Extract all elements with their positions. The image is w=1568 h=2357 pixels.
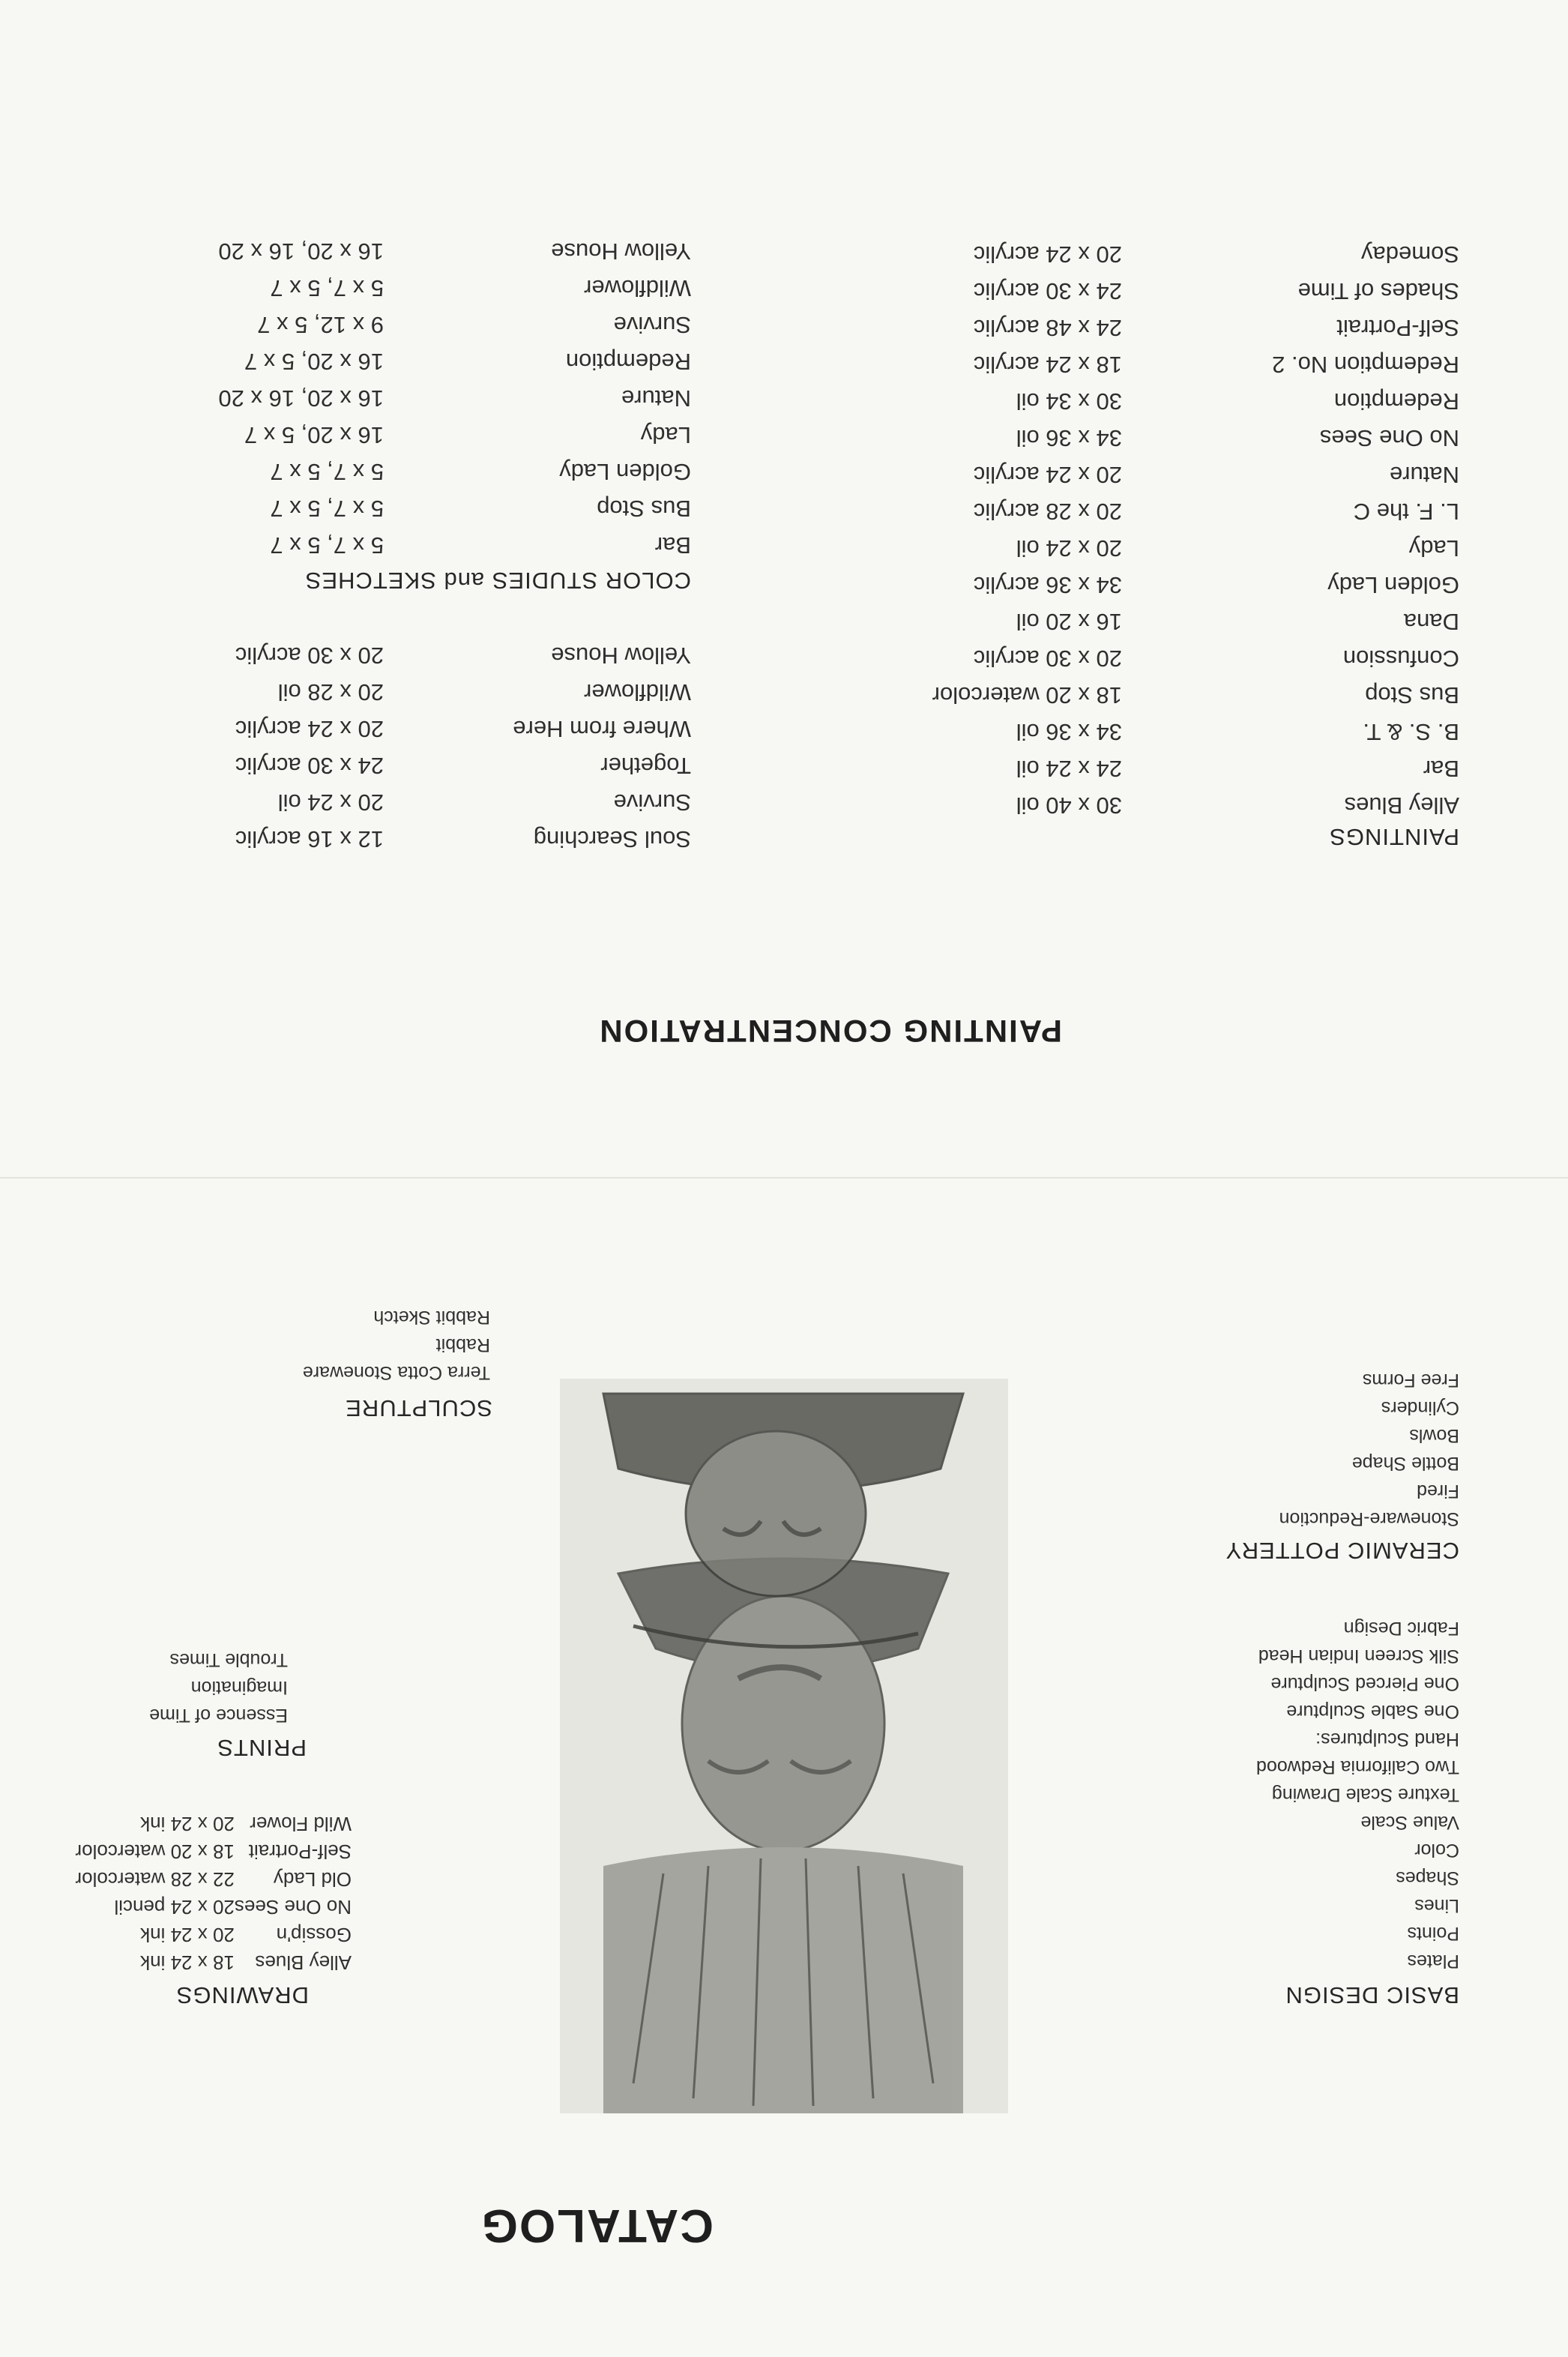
- table-row: [235, 784, 691, 821]
- table-row: [932, 714, 1459, 750]
- table-row: [235, 747, 691, 784]
- table-row: [218, 233, 691, 270]
- work-title: Redemption: [565, 349, 691, 376]
- table-row: [932, 236, 1459, 273]
- list-item: Rabbit: [435, 1334, 490, 1355]
- list-item: Cylinders: [1381, 1397, 1459, 1418]
- work-title: Self-Portrait: [1336, 315, 1459, 342]
- work-detail: 20 x 30 acrylic: [235, 642, 384, 669]
- table-row: [218, 270, 691, 307]
- work-detail: 34 x 36 oil: [1016, 425, 1122, 452]
- list-item: Essence of Time: [149, 1705, 288, 1726]
- list-item: Points: [1407, 1923, 1459, 1944]
- table-row: [932, 273, 1459, 310]
- paintings-more-table: [235, 637, 691, 858]
- table-row: [218, 343, 691, 380]
- table-row: [75, 1921, 352, 1948]
- work-title: Nature: [1389, 462, 1459, 489]
- work-detail: 5 x 7, 5 x 7: [270, 275, 384, 302]
- table-row: [235, 711, 691, 747]
- table-row: [218, 490, 691, 527]
- work-title: No One Sees: [234, 1896, 352, 1918]
- table-row: [932, 457, 1459, 493]
- table-row: [218, 380, 691, 417]
- work-detail: 18 x 20 watercolor: [932, 682, 1122, 709]
- ceramic-pottery-list: [1279, 1366, 1459, 1532]
- work-detail: 20 x 30 acrylic: [973, 645, 1122, 672]
- list-item: Fired: [1417, 1481, 1459, 1502]
- work-detail: 20 x 24 oil: [1016, 535, 1122, 562]
- list-item: Color: [1414, 1840, 1459, 1861]
- paintings-heading: PAINTINGS: [1329, 824, 1459, 850]
- work-detail: 20 x 28 acrylic: [973, 499, 1122, 526]
- work-title: Yellow House: [551, 238, 691, 265]
- work-title: Someday: [1361, 241, 1459, 268]
- table-row: [932, 383, 1459, 420]
- list-item: Free Forms: [1362, 1370, 1459, 1391]
- sculpture-heading: SCULPTURE: [345, 1395, 492, 1421]
- work-title: Redemption: [1333, 388, 1459, 415]
- work-detail: 24 x 30 acrylic: [235, 753, 384, 780]
- work-title: Alley Blues: [255, 1951, 352, 1974]
- table-row: [218, 527, 691, 564]
- work-title: Survive: [613, 789, 691, 816]
- work-detail: 18 x 24 ink: [140, 1951, 235, 1974]
- table-row: [932, 346, 1459, 383]
- list-item: One Pierced Sculpture: [1270, 1673, 1459, 1694]
- work-title: Together: [600, 753, 691, 780]
- work-title: Wild Flower: [250, 1813, 352, 1835]
- work-detail: 12 x 16 acrylic: [235, 826, 384, 853]
- work-title: Soul Searching: [533, 826, 691, 853]
- table-row: [75, 1948, 352, 1976]
- list-item: Shapes: [1396, 1867, 1459, 1888]
- work-detail: 22 x 28 watercolor: [75, 1868, 235, 1891]
- work-detail: 16 x 20, 5 x 7: [244, 422, 384, 449]
- list-item: Bowls: [1409, 1425, 1459, 1446]
- work-title: Alley Blues: [1344, 792, 1459, 819]
- work-title: Self-Portrait: [248, 1840, 352, 1863]
- work-title: Where from Here: [513, 716, 691, 743]
- work-title: Bar: [654, 532, 691, 559]
- work-title: Yellow House: [551, 642, 691, 669]
- list-item: Terra Cotta Stoneware: [302, 1362, 490, 1383]
- work-title: Redemption No. 2: [1272, 352, 1459, 379]
- work-title: Shades of Time: [1297, 278, 1459, 305]
- paintings-table: [932, 236, 1459, 824]
- table-row: [75, 1893, 352, 1921]
- table-row: [75, 1837, 352, 1865]
- list-item: Bottle Shape: [1351, 1453, 1459, 1474]
- work-detail: 34 x 36 acrylic: [973, 572, 1122, 599]
- work-detail: 30 x 34 oil: [1016, 388, 1122, 415]
- work-detail: 20 x 24 acrylic: [235, 716, 384, 743]
- table-row: [932, 420, 1459, 457]
- list-item: Rabbit Sketch: [373, 1307, 490, 1328]
- work-title: Bar: [1423, 756, 1459, 783]
- work-detail: 20 x 24 acrylic: [973, 462, 1122, 489]
- table-row: [235, 674, 691, 711]
- table-row: [235, 637, 691, 674]
- work-title: Survive: [613, 312, 691, 339]
- work-detail: 20 x 24 oil: [277, 789, 384, 816]
- list-item: One Sable Sculpture: [1286, 1701, 1459, 1722]
- basic-design-heading: BASIC DESIGN: [1285, 1982, 1459, 2008]
- work-detail: 5 x 7, 5 x 7: [270, 532, 384, 559]
- list-item: Fabric Design: [1343, 1618, 1459, 1639]
- work-detail: 16 x 20, 16 x 20: [218, 385, 384, 412]
- work-detail: 24 x 48 acrylic: [973, 315, 1122, 342]
- work-detail: 20 x 24 pencil: [114, 1896, 235, 1918]
- work-detail: 9 x 12, 5 x 7: [257, 312, 384, 339]
- work-detail: 16 x 20, 16 x 20: [218, 238, 384, 265]
- work-title: L. F. the C: [1353, 499, 1459, 526]
- list-item: Silk Screen Indian Head: [1258, 1646, 1459, 1667]
- table-row: [75, 1810, 352, 1837]
- work-title: Bus Stop: [1365, 682, 1459, 709]
- work-detail: 16 x 20, 5 x 7: [244, 349, 384, 376]
- work-detail: 5 x 7, 5 x 7: [270, 459, 384, 486]
- table-row: [218, 417, 691, 454]
- work-title: Golden Lady: [1327, 572, 1459, 599]
- drawings-table: [75, 1810, 352, 1976]
- portrait-image: [560, 1379, 1008, 2113]
- work-detail: 34 x 36 oil: [1016, 719, 1122, 746]
- work-title: Old Lady: [273, 1868, 352, 1891]
- work-title: Confussion: [1342, 645, 1459, 672]
- work-title: Golden Lady: [559, 459, 691, 486]
- work-detail: 16 x 20 oil: [1016, 609, 1122, 636]
- table-row: [932, 640, 1459, 677]
- ceramic-pottery-heading: CERAMIC POTTERY: [1225, 1538, 1459, 1564]
- work-title: Lady: [1408, 535, 1459, 562]
- fold-line: [0, 1177, 1568, 1178]
- work-detail: 20 x 24 ink: [140, 1924, 235, 1946]
- prints-heading: PRINTS: [217, 1735, 307, 1761]
- work-detail: 30 x 40 oil: [1016, 792, 1122, 819]
- work-detail: 20 x 24 ink: [140, 1813, 235, 1835]
- drawings-heading: DRAWINGS: [175, 1982, 309, 2008]
- work-detail: 20 x 28 oil: [277, 679, 384, 706]
- work-detail: 18 x 24 acrylic: [973, 352, 1122, 379]
- table-row: [932, 787, 1459, 824]
- list-item: Stoneware-Reduction: [1279, 1508, 1459, 1529]
- table-row: [75, 1865, 352, 1893]
- work-detail: 24 x 30 acrylic: [973, 278, 1122, 305]
- work-title: Wildflower: [584, 679, 691, 706]
- work-title: B. S. & T.: [1363, 719, 1459, 746]
- work-detail: 5 x 7, 5 x 7: [270, 496, 384, 523]
- table-row: [932, 310, 1459, 346]
- list-item: Imagination: [190, 1677, 288, 1698]
- basic-design-list: [1256, 1614, 1459, 1975]
- work-detail: 20 x 24 acrylic: [973, 241, 1122, 268]
- table-row: [235, 821, 691, 858]
- color-studies-heading: COLOR STUDIES and SKETCHES: [304, 568, 691, 594]
- table-row: [932, 567, 1459, 603]
- list-item: Texture Scale Drawing: [1271, 1784, 1459, 1805]
- work-title: Bus Stop: [597, 496, 691, 523]
- catalog-title: CATALOG: [480, 2200, 714, 2251]
- work-detail: 24 x 24 oil: [1016, 756, 1122, 783]
- work-title: Lady: [640, 422, 691, 449]
- list-item: Hand Sculptures:: [1315, 1729, 1459, 1750]
- list-item: Two California Redwood: [1256, 1757, 1459, 1777]
- list-item: Trouble Times: [169, 1649, 288, 1670]
- list-item: Lines: [1414, 1895, 1459, 1916]
- work-title: Dana: [1403, 609, 1459, 636]
- table-row: [932, 603, 1459, 640]
- work-detail: 18 x 20 watercolor: [75, 1840, 235, 1863]
- work-title: Wildflower: [584, 275, 691, 302]
- table-row: [932, 750, 1459, 787]
- table-row: [932, 493, 1459, 530]
- work-title: Nature: [621, 385, 691, 412]
- table-row: [932, 530, 1459, 567]
- table-row: [932, 677, 1459, 714]
- sculpture-list: [303, 1303, 490, 1386]
- work-title: Gossip'n: [276, 1924, 352, 1946]
- portrait-etching: [560, 1379, 1008, 2113]
- list-item: Value Scale: [1360, 1812, 1459, 1833]
- concentration-title: PAINTING CONCENTRATION: [598, 1014, 1062, 1049]
- table-row: [218, 454, 691, 490]
- work-title: No One Sees: [1319, 425, 1459, 452]
- list-item: Plates: [1407, 1951, 1459, 1972]
- color-studies-table: [218, 233, 691, 564]
- prints-list: [149, 1646, 288, 1729]
- table-row: [218, 307, 691, 343]
